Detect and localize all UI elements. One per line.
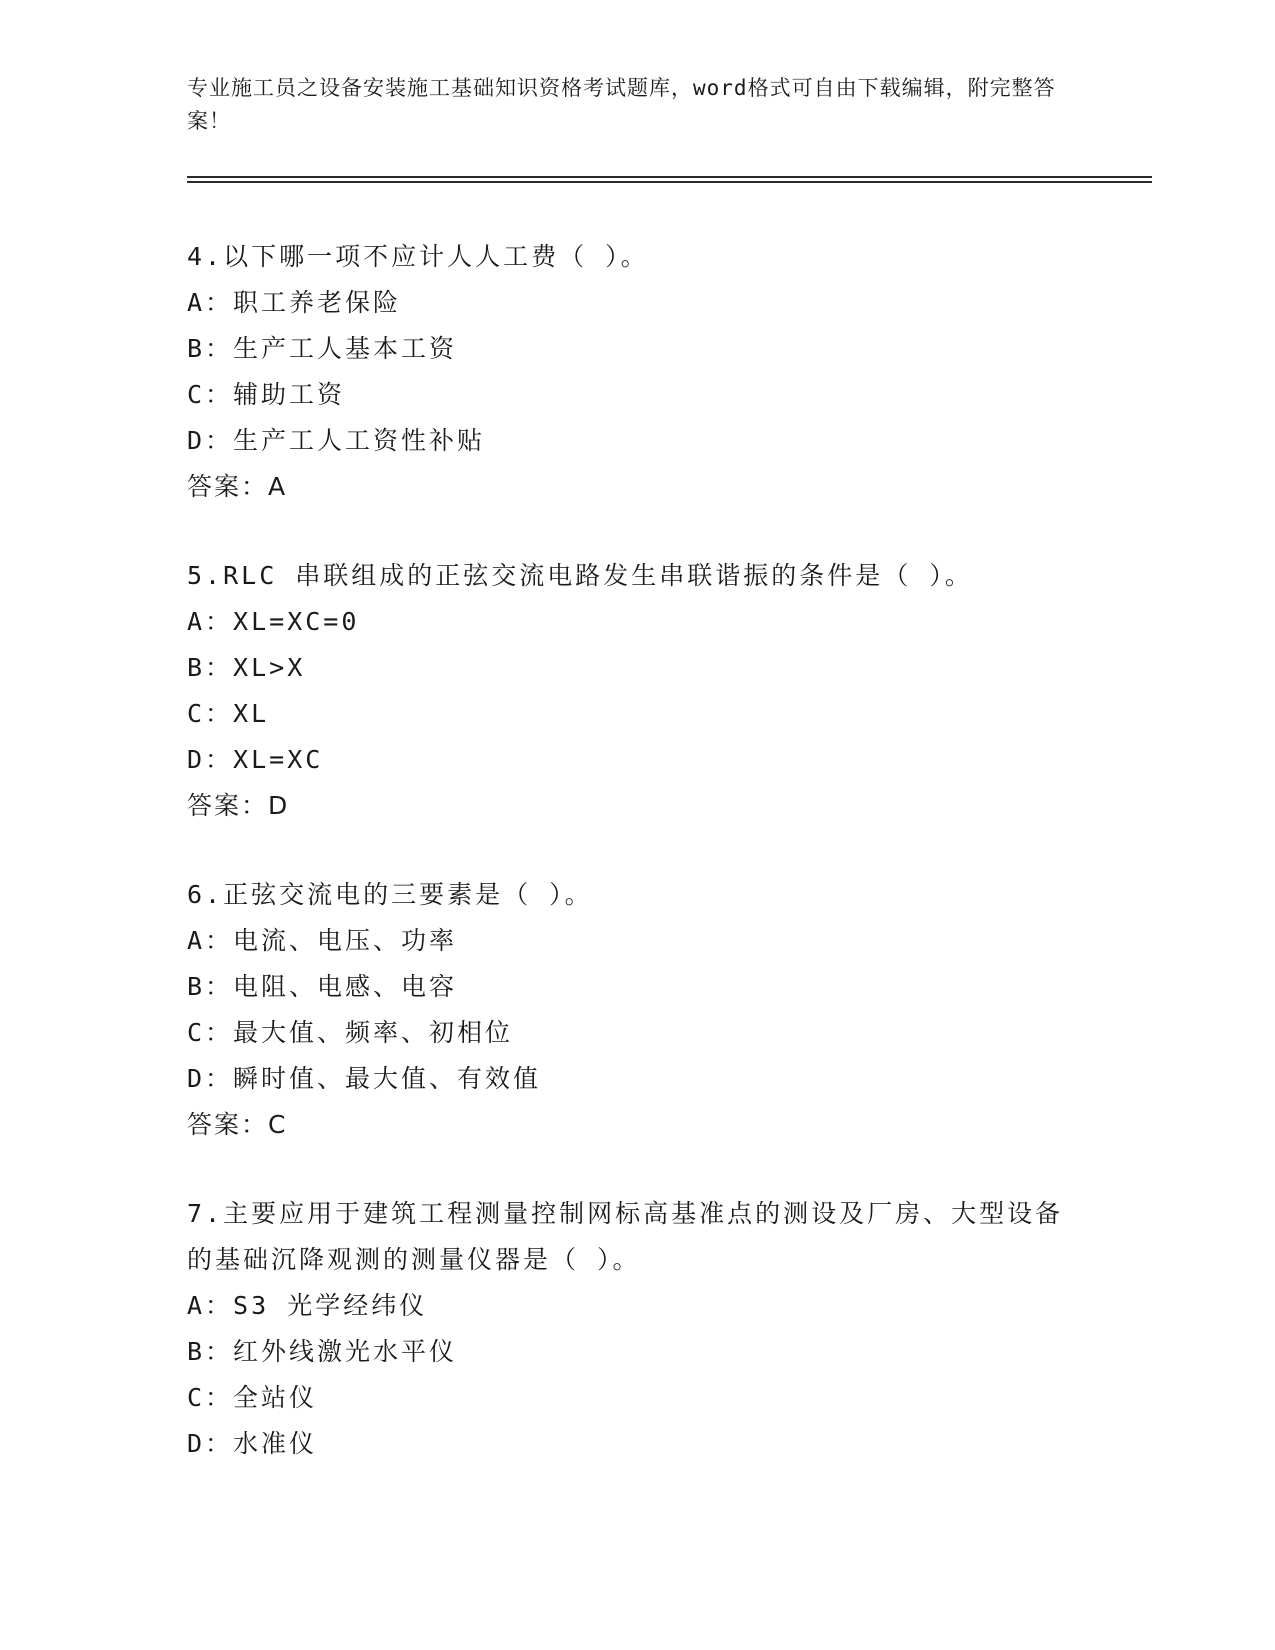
question-stem: 4.以下哪一项不应计人人工费（ ）。 <box>187 242 649 271</box>
header-divider-top <box>187 176 1152 178</box>
option-d: D：XL=XC <box>187 745 324 774</box>
option-c: C：全站仪 <box>187 1383 318 1412</box>
question-stem: 5.RLC 串联组成的正弦交流电路发生串联谐振的条件是（ ）。 <box>187 561 973 590</box>
answer-label: 答案：A <box>187 472 288 501</box>
option-a: A：S3 光学经纬仪 <box>187 1291 428 1320</box>
option-b: B：红外线激光水平仪 <box>187 1337 458 1366</box>
option-a: A：职工养老保险 <box>187 288 402 317</box>
question-4 <box>187 234 1087 510</box>
option-b: B：XL>X <box>187 653 306 682</box>
option-d: D：瞬时值、最大值、有效值 <box>187 1064 542 1093</box>
option-c: C：XL <box>187 699 270 728</box>
option-d: D：生产工人工资性补贴 <box>187 426 486 455</box>
answer-label: 答案：D <box>187 791 290 820</box>
question-7 <box>187 1191 1087 1467</box>
question-5 <box>187 553 1087 829</box>
option-b: B：电阻、电感、电容 <box>187 972 458 1001</box>
document-header: 专业施工员之设备安装施工基础知识资格考试题库，word格式可自由下载编辑，附完整答案！ <box>187 76 1056 133</box>
option-a: A：XL=XC=0 <box>187 607 360 636</box>
option-d: D：水准仪 <box>187 1429 318 1458</box>
question-6 <box>187 872 1087 1148</box>
answer-label: 答案：C <box>187 1110 288 1139</box>
option-a: A：电流、电压、功率 <box>187 926 458 955</box>
option-c: C：辅助工资 <box>187 380 346 409</box>
header-divider-bottom <box>187 181 1152 183</box>
question-stem: 6.正弦交流电的三要素是（ ）。 <box>187 880 593 909</box>
question-stem: 7.主要应用于建筑工程测量控制网标高基准点的测设及厂房、大型设备的基础沉降观测的测量仪器是（ ）。 <box>187 1199 1064 1274</box>
option-c: C：最大值、频率、初相位 <box>187 1018 514 1047</box>
option-b: B：生产工人基本工资 <box>187 334 458 363</box>
